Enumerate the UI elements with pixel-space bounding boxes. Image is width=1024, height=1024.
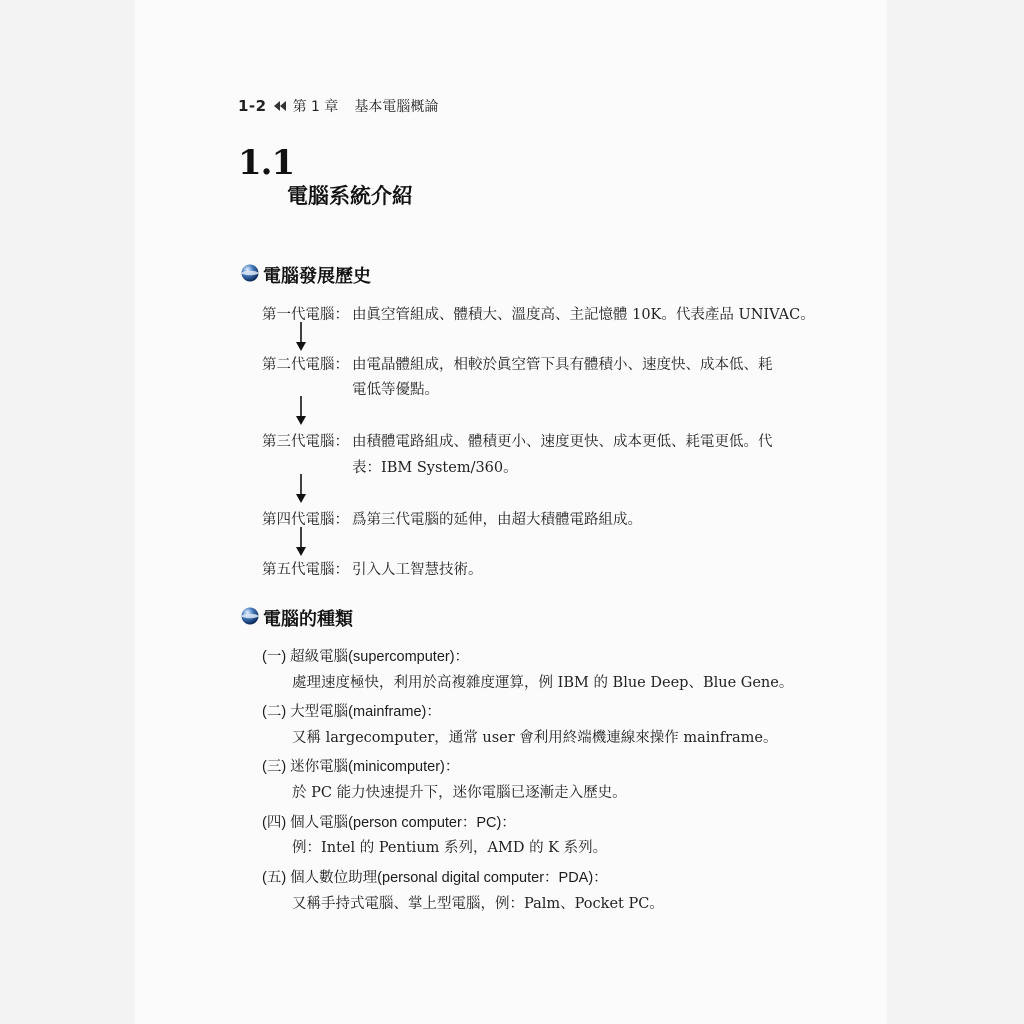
generation-4 <box>262 508 642 529</box>
generation-text: 由電晶體組成，相較於眞空管下具有體積小、速度快、成本低、耗 <box>352 357 773 373</box>
types-heading-text: 電腦的種類 <box>263 609 353 630</box>
type-item-2-title: (二) 大型電腦(mainframe)： <box>262 704 441 720</box>
type-item-3-title: (三) 迷你電腦(minicomputer)： <box>262 759 460 775</box>
generation-text-continued: 表：IBM System/360。 <box>352 460 518 476</box>
section-number: 1.1 <box>238 143 295 183</box>
globe-bullet-icon <box>240 606 260 631</box>
down-arrow-icon <box>294 396 308 430</box>
generation-1 <box>262 303 815 324</box>
generation-5 <box>262 558 483 579</box>
generation-text: 由眞空管組成、體積大、溫度高、主記憶體 10K。代表產品 UNIVAC。 <box>352 307 815 323</box>
generation-text: 爲第三代電腦的延伸，由超大積體電路組成。 <box>352 512 642 528</box>
down-arrow-icon <box>294 474 308 508</box>
generation-label: 第五代電腦： <box>262 562 349 578</box>
history-heading-text: 電腦發展歷史 <box>263 266 371 287</box>
type-item-1-title: (一) 超級電腦(supercomputer)： <box>262 649 470 665</box>
generation-label: 第二代電腦： <box>262 357 349 373</box>
types-heading <box>240 605 353 631</box>
double-left-arrow-icon <box>273 100 287 112</box>
type-item-5-desc: 又稱手持式電腦、掌上型電腦，例：Palm、Pocket PC。 <box>292 896 664 912</box>
generation-text-continued: 電低等優點。 <box>352 382 439 398</box>
history-heading <box>240 262 371 288</box>
section-title: 電腦系統介紹 <box>287 183 413 208</box>
globe-bullet-icon <box>240 263 260 288</box>
type-item-1-desc: 處理速度極快，利用於高複雜度運算，例 IBM 的 Blue Deep、Blue Gene。 <box>292 675 794 691</box>
generation-3 <box>262 430 773 451</box>
generation-text: 引入人工智慧技術。 <box>352 562 483 578</box>
down-arrow-icon <box>294 322 308 356</box>
generation-2 <box>262 353 773 374</box>
chapter-title: 基本電腦概論 <box>354 99 439 115</box>
generation-label: 第三代電腦： <box>262 434 349 450</box>
generation-text: 由積體電路組成、體積更小、速度更快、成本更低、耗電更低。代 <box>352 434 773 450</box>
generation-label: 第一代電腦： <box>262 307 349 323</box>
page-number: 1-2 <box>238 97 267 115</box>
running-head <box>238 96 438 116</box>
down-arrow-icon <box>294 527 308 561</box>
type-item-4-desc: 例：Intel 的 Pentium 系列，AMD 的 K 系列。 <box>292 840 608 856</box>
type-item-2-desc: 又稱 largecomputer，通常 user 會利用終端機連線來操作 mainframe。 <box>292 730 778 746</box>
generation-label: 第四代電腦： <box>262 512 349 528</box>
chapter-number: 第 1 章 <box>292 99 339 115</box>
type-item-5-title: (五) 個人數位助理(personal digital computer：PDA)： <box>262 870 608 886</box>
type-item-3-desc: 於 PC 能力快速提升下，迷你電腦已逐漸走入歷史。 <box>292 785 627 801</box>
type-item-4-title: (四) 個人電腦(person computer：PC)： <box>262 815 516 831</box>
